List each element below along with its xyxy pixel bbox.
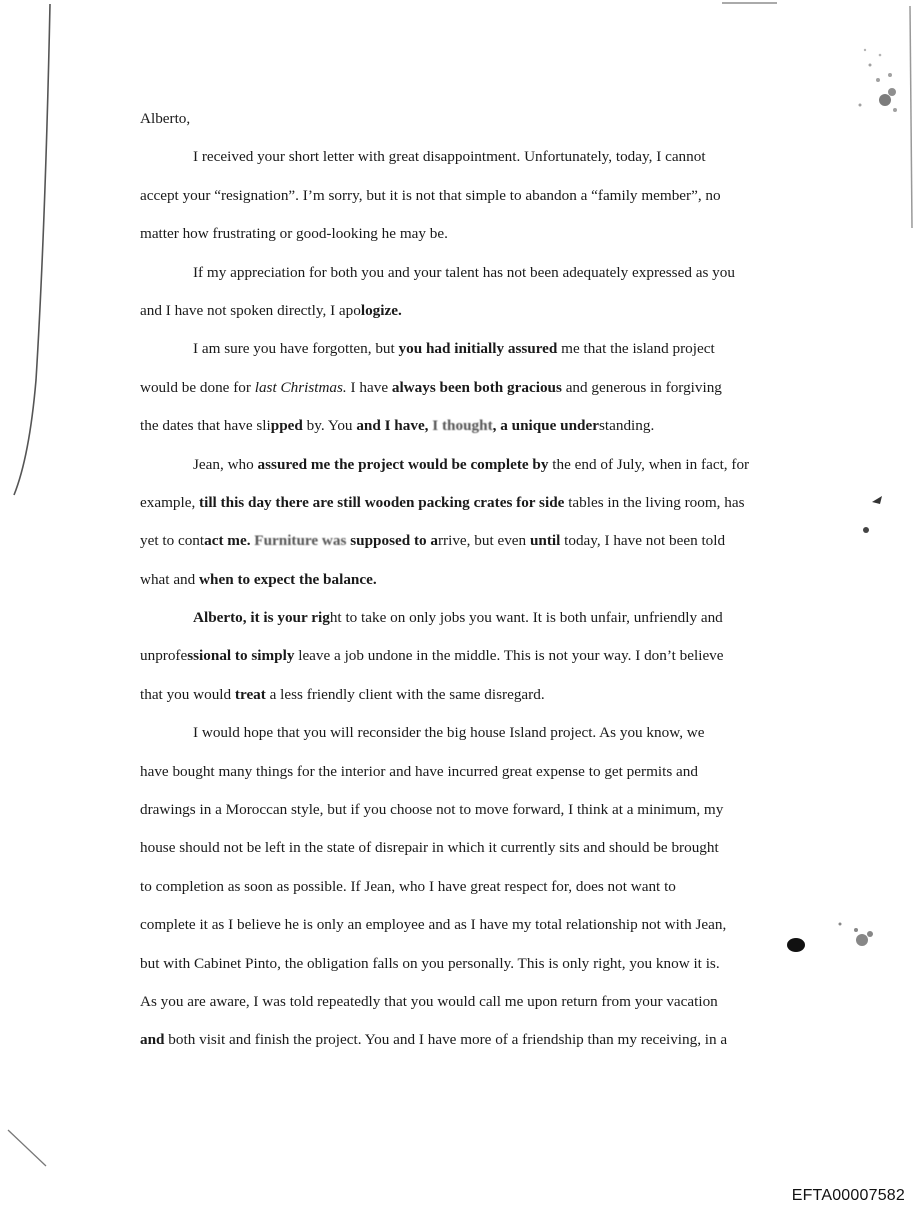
bold-text: act me. [204, 532, 251, 550]
text-run: to completion as soon as possible. If Jean, who I have great respect for, does not want to [140, 877, 676, 895]
text-line [140, 945, 788, 983]
paragraph [140, 714, 788, 1060]
bold-text: always been both gracious [391, 378, 562, 396]
paragraph [140, 599, 788, 714]
text-run: the end of July, when in fact, for [548, 455, 750, 473]
text-line [140, 407, 788, 445]
bold-text: , a unique under [492, 417, 599, 435]
paragraph [140, 446, 788, 600]
italic-text: last Christmas. [254, 378, 347, 396]
text-run: rrive, but even [438, 532, 530, 550]
right-margin-small-marks [840, 490, 890, 550]
text-line [140, 177, 788, 215]
text-run: both visit and finish the project. You and I have more of a friendship than my receiving, in a [164, 1031, 728, 1049]
text-line [140, 676, 788, 714]
bold-text: when to expect the balance. [199, 570, 377, 588]
paragraph [140, 330, 788, 445]
text-line [140, 983, 788, 1021]
text-run: matter how frustrating or good-looking he may be. [140, 225, 448, 243]
text-line [140, 753, 788, 791]
bold-text: supposed to a [346, 532, 438, 550]
text-run: I would hope that you will reconsider the big house Island project. As you know, we [193, 724, 705, 742]
text-run: Jean, who [193, 455, 258, 473]
smudged-text: I thought [432, 417, 493, 435]
text-run: what and [140, 570, 200, 588]
bold-text: till this day there are still wooden packing crates for side [199, 493, 565, 511]
text-run: accept your “resignation”. I’m sorry, but it is not that simple to abandon a “family member”, no [140, 186, 721, 204]
text-run: would be done for [140, 378, 255, 396]
text-run: that you would [140, 685, 235, 703]
text-line [140, 330, 788, 368]
text-line [140, 484, 788, 522]
text-run: me that the island project [557, 340, 715, 358]
paragraph [140, 254, 788, 331]
text-line [140, 369, 788, 407]
text-line [140, 1021, 788, 1059]
text-run: drawings in a Moroccan style, but if you choose not to move forward, I think at a minimum, my [140, 801, 724, 819]
bold-text: logize. [360, 301, 402, 319]
text-run: As you are aware, I was told repeatedly that you would call me upon return from your vacation [140, 992, 718, 1010]
text-run: today, I have not been told [560, 532, 726, 550]
bold-text: pped [270, 417, 303, 435]
left-margin-scan-line [0, 0, 60, 1215]
text-line [140, 714, 788, 752]
text-run: by. You [302, 417, 357, 435]
text-line [140, 561, 788, 599]
text-run: If my appreciation for both you and your talent has not been adequately expressed as you [193, 263, 735, 281]
text-line [140, 868, 788, 906]
bold-text: assured me the project would be complete by [257, 455, 549, 473]
text-run: yet to cont [140, 532, 205, 550]
text-run: ht to take on only jobs you want. It is both unfair, unfriendly and [329, 609, 723, 627]
text-line [140, 829, 788, 867]
text-line [140, 292, 788, 330]
text-line [140, 215, 788, 253]
smudged-text: Furniture was [254, 532, 347, 550]
letter-body [140, 100, 788, 1060]
text-run: have bought many things for the interior and have incurred great expense to get permits and [140, 762, 698, 780]
bold-text: until [529, 532, 561, 550]
text-run: the dates that have sli [140, 417, 271, 435]
right-margin-ink-blot [780, 920, 890, 980]
text-run: example, [140, 493, 200, 511]
bold-text: treat [234, 685, 266, 703]
text-run: I have [346, 378, 392, 396]
text-run: and generous in forgiving [561, 378, 722, 396]
salutation: Alberto, [140, 110, 191, 127]
text-run: a less friendly client with the same disregard. [265, 685, 545, 703]
text-line [140, 446, 788, 484]
text-run: leave a job undone in the middle. This is not your way. I don’t believe [294, 647, 724, 665]
paragraph [140, 138, 788, 253]
text-run: but with Cabinet Pinto, the obligation falls on you personally. This is only right, you know it is. [140, 954, 720, 972]
text-line [140, 522, 788, 560]
text-line [140, 637, 788, 675]
bates-number: EFTA00007582 [791, 1187, 905, 1204]
text-line [140, 138, 788, 176]
text-run: and I have not spoken directly, I apo [140, 301, 361, 319]
text-run: I am sure you have forgotten, but [193, 340, 399, 358]
text-run: complete it as I believe he is only an employee and as I have my total relationship not with Jean, [140, 916, 727, 934]
text-line [140, 599, 788, 637]
text-run: unprofe [140, 647, 188, 665]
bold-text: ssional to simply [187, 647, 295, 665]
bold-text: Alberto, it is your rig [193, 609, 330, 627]
text-line [140, 254, 788, 292]
bold-text: you had initially assured [398, 340, 558, 358]
letter-paragraphs [140, 138, 788, 1059]
text-run: house should not be left in the state of disrepair in which it currently sits and should be brought [140, 839, 719, 857]
text-line [140, 906, 788, 944]
bold-text: and I have, [356, 417, 433, 435]
text-run: I received your short letter with great disappointment. Unfortunately, today, I cannot [193, 148, 706, 166]
top-edge-scan-mark [720, 0, 780, 8]
top-right-speckle-blot [850, 20, 910, 130]
text-run: standing. [599, 417, 655, 435]
text-run: tables in the living room, has [564, 493, 745, 511]
text-line [140, 791, 788, 829]
bold-text: and [140, 1031, 165, 1049]
